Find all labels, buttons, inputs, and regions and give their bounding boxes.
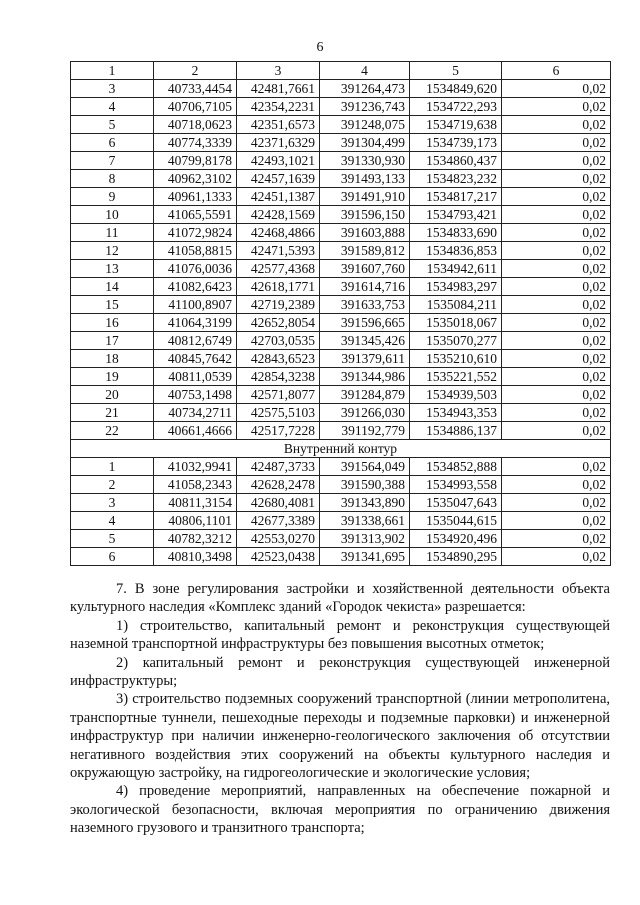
table-cell: 391330,930 <box>320 152 410 170</box>
table-cell: 391284,879 <box>320 386 410 404</box>
table-cell: 0,02 <box>502 350 611 368</box>
table-cell: 1535210,610 <box>410 350 502 368</box>
coordinates-table <box>70 61 611 566</box>
table-cell: 391590,388 <box>320 476 410 494</box>
section-title: Внутренний контур <box>71 440 611 458</box>
table-cell: 391192,779 <box>320 422 410 440</box>
table-cell: 40845,7642 <box>154 350 237 368</box>
table-cell: 391493,133 <box>320 170 410 188</box>
table-cell: 391304,499 <box>320 134 410 152</box>
table-cell: 391614,716 <box>320 278 410 296</box>
table-cell: 40810,3498 <box>154 548 237 566</box>
table-row <box>71 350 611 368</box>
table-cell: 0,02 <box>502 548 611 566</box>
table-cell: 0,02 <box>502 494 611 512</box>
table-cell: 1534920,496 <box>410 530 502 548</box>
table-cell: 42703,0535 <box>237 332 320 350</box>
table-row <box>71 494 611 512</box>
table-cell: 391633,753 <box>320 296 410 314</box>
table-cell: 1535070,277 <box>410 332 502 350</box>
table-cell: 42575,5103 <box>237 404 320 422</box>
table-cell: 12 <box>71 242 154 260</box>
table-cell: 0,02 <box>502 134 611 152</box>
table-cell: 391345,426 <box>320 332 410 350</box>
table-cell: 0,02 <box>502 188 611 206</box>
table-cell: 10 <box>71 206 154 224</box>
table-cell: 391266,030 <box>320 404 410 422</box>
table-row <box>71 386 611 404</box>
table-cell: 42618,1771 <box>237 278 320 296</box>
table-cell: 4 <box>320 62 410 80</box>
table-cell: 40733,4454 <box>154 80 237 98</box>
table-cell: 41058,2343 <box>154 476 237 494</box>
table-cell: 0,02 <box>502 512 611 530</box>
table-cell: 1534836,853 <box>410 242 502 260</box>
table-cell: 391589,812 <box>320 242 410 260</box>
table-cell: 391607,760 <box>320 260 410 278</box>
table-cell: 1534817,217 <box>410 188 502 206</box>
table-cell: 40753,1498 <box>154 386 237 404</box>
table-cell: 391248,075 <box>320 116 410 134</box>
table-cell: 8 <box>71 170 154 188</box>
table-cell: 0,02 <box>502 296 611 314</box>
table-cell: 40961,1333 <box>154 188 237 206</box>
table-cell: 1534942,611 <box>410 260 502 278</box>
table-cell: 1534849,620 <box>410 80 502 98</box>
table-cell: 7 <box>71 152 154 170</box>
table-row <box>71 314 611 332</box>
table-cell: 41076,0036 <box>154 260 237 278</box>
table-row <box>71 98 611 116</box>
table-cell: 3 <box>71 494 154 512</box>
paragraph: 7. В зоне регулирования застройки и хозяйственной деятельности объекта культурного наследия «Комплекс зданий «Городок чекиста» разрешается: <box>70 581 610 616</box>
table-cell: 41064,3199 <box>154 314 237 332</box>
table-cell: 391596,665 <box>320 314 410 332</box>
table-cell: 4 <box>71 512 154 530</box>
table-cell: 42493,1021 <box>237 152 320 170</box>
table-cell: 42571,8077 <box>237 386 320 404</box>
table-cell: 391236,743 <box>320 98 410 116</box>
table-cell: 1534852,888 <box>410 458 502 476</box>
section-row <box>71 440 611 458</box>
table-row <box>71 458 611 476</box>
table-row <box>71 476 611 494</box>
table-cell: 0,02 <box>502 80 611 98</box>
table-cell: 40799,8178 <box>154 152 237 170</box>
table-cell: 40661,4666 <box>154 422 237 440</box>
table-cell: 41058,8815 <box>154 242 237 260</box>
table-row <box>71 512 611 530</box>
table-cell: 391603,888 <box>320 224 410 242</box>
table-cell: 42487,3733 <box>237 458 320 476</box>
table-cell: 1534939,503 <box>410 386 502 404</box>
table-cell: 42517,7228 <box>237 422 320 440</box>
table-cell: 1534833,690 <box>410 224 502 242</box>
table-cell: 42577,4368 <box>237 260 320 278</box>
table-cell: 1534890,295 <box>410 548 502 566</box>
table-cell: 5 <box>71 530 154 548</box>
table-cell: 5 <box>410 62 502 80</box>
table-cell: 0,02 <box>502 278 611 296</box>
table-cell: 42371,6329 <box>237 134 320 152</box>
paragraph: 4) проведение мероприятий, направленных на обеспечение пожарной и экологической безопасности, включая мероприятия по ограничению движения наземного грузового и транзитного транспорта; <box>70 783 610 837</box>
table-cell: 41072,9824 <box>154 224 237 242</box>
table-cell: 1534993,558 <box>410 476 502 494</box>
table-cell: 40811,3154 <box>154 494 237 512</box>
table-cell: 0,02 <box>502 476 611 494</box>
table-cell: 42354,2231 <box>237 98 320 116</box>
table-cell: 1535084,211 <box>410 296 502 314</box>
table-cell: 42451,1387 <box>237 188 320 206</box>
table-cell: 0,02 <box>502 224 611 242</box>
paragraph: 2) капитальный ремонт и реконструкция существующей инженерной инфраструктуры; <box>70 654 610 690</box>
table-row <box>71 260 611 278</box>
table-cell: 14 <box>71 278 154 296</box>
table-cell: 6 <box>502 62 611 80</box>
table-cell: 2 <box>154 62 237 80</box>
table-cell: 391341,695 <box>320 548 410 566</box>
table-cell: 9 <box>71 188 154 206</box>
table-cell: 0,02 <box>502 314 611 332</box>
table-cell: 391379,611 <box>320 350 410 368</box>
table-cell: 1534860,437 <box>410 152 502 170</box>
table-cell: 42351,6573 <box>237 116 320 134</box>
table-cell: 41032,9941 <box>154 458 237 476</box>
table-cell: 0,02 <box>502 422 611 440</box>
table-cell: 6 <box>71 134 154 152</box>
table-cell: 41065,5591 <box>154 206 237 224</box>
table-cell: 1535018,067 <box>410 314 502 332</box>
table-cell: 1534719,638 <box>410 116 502 134</box>
table-cell: 3 <box>71 80 154 98</box>
table-cell: 391564,049 <box>320 458 410 476</box>
regulation-text <box>70 580 610 838</box>
table-cell: 1 <box>71 62 154 80</box>
table-cell: 21 <box>71 404 154 422</box>
table-cell: 40774,3339 <box>154 134 237 152</box>
table-cell: 42854,3238 <box>237 368 320 386</box>
table-cell: 41100,8907 <box>154 296 237 314</box>
table-cell: 0,02 <box>502 458 611 476</box>
table-cell: 42457,1639 <box>237 170 320 188</box>
table-row <box>71 188 611 206</box>
table-cell: 0,02 <box>502 98 611 116</box>
table-cell: 0,02 <box>502 152 611 170</box>
page-number: 6 <box>316 40 324 55</box>
table-cell: 16 <box>71 314 154 332</box>
table-row <box>71 530 611 548</box>
table-cell: 1 <box>71 458 154 476</box>
table-cell: 11 <box>71 224 154 242</box>
table-cell: 40806,1101 <box>154 512 237 530</box>
table-cell: 0,02 <box>502 404 611 422</box>
table-cell: 0,02 <box>502 332 611 350</box>
table-cell: 18 <box>71 350 154 368</box>
table-cell: 1534983,297 <box>410 278 502 296</box>
table-cell: 1534823,232 <box>410 170 502 188</box>
table-cell: 0,02 <box>502 206 611 224</box>
table-cell: 42628,2478 <box>237 476 320 494</box>
table-cell: 391491,910 <box>320 188 410 206</box>
table-cell: 42719,2389 <box>237 296 320 314</box>
table-cell: 42471,5393 <box>237 242 320 260</box>
table-cell: 17 <box>71 332 154 350</box>
table-cell: 13 <box>71 260 154 278</box>
table-cell: 5 <box>71 116 154 134</box>
table-row <box>71 134 611 152</box>
table-row <box>71 368 611 386</box>
paragraph: 1) строительство, капитальный ремонт и реконструкция существующей наземной транспортной инфраструктуры без повышения высотных отметок; <box>70 617 610 653</box>
table-cell: 0,02 <box>502 242 611 260</box>
table-cell: 1535221,552 <box>410 368 502 386</box>
table-cell: 2 <box>71 476 154 494</box>
table-cell: 391344,986 <box>320 368 410 386</box>
table-cell: 15 <box>71 296 154 314</box>
table-cell: 42652,8054 <box>237 314 320 332</box>
table-cell: 40962,3102 <box>154 170 237 188</box>
table-cell: 19 <box>71 368 154 386</box>
table-header-row <box>71 62 611 80</box>
table-cell: 22 <box>71 422 154 440</box>
table-cell: 40734,2711 <box>154 404 237 422</box>
table-cell: 0,02 <box>502 368 611 386</box>
table-cell: 1534722,293 <box>410 98 502 116</box>
table-row <box>71 332 611 350</box>
table-row <box>71 278 611 296</box>
table-cell: 42481,7661 <box>237 80 320 98</box>
table-row <box>71 206 611 224</box>
table-cell: 0,02 <box>502 116 611 134</box>
table-cell: 3 <box>237 62 320 80</box>
table-cell: 1534793,421 <box>410 206 502 224</box>
coordinates-table-body <box>71 62 611 566</box>
table-cell: 42523,0438 <box>237 548 320 566</box>
table-row <box>71 80 611 98</box>
table-cell: 41082,6423 <box>154 278 237 296</box>
table-cell: 1534943,353 <box>410 404 502 422</box>
table-cell: 42468,4866 <box>237 224 320 242</box>
table-cell: 391313,902 <box>320 530 410 548</box>
table-cell: 391338,661 <box>320 512 410 530</box>
table-cell: 42553,0270 <box>237 530 320 548</box>
table-cell: 40782,3212 <box>154 530 237 548</box>
table-cell: 6 <box>71 548 154 566</box>
table-cell: 20 <box>71 386 154 404</box>
table-row <box>71 242 611 260</box>
table-cell: 4 <box>71 98 154 116</box>
table-cell: 40811,0539 <box>154 368 237 386</box>
table-cell: 42677,3389 <box>237 512 320 530</box>
table-cell: 1535044,615 <box>410 512 502 530</box>
table-cell: 391264,473 <box>320 80 410 98</box>
table-row <box>71 152 611 170</box>
table-row <box>71 116 611 134</box>
table-cell: 0,02 <box>502 386 611 404</box>
table-cell: 1535047,643 <box>410 494 502 512</box>
table-cell: 0,02 <box>502 530 611 548</box>
table-row <box>71 548 611 566</box>
table-cell: 0,02 <box>502 170 611 188</box>
table-cell: 0,02 <box>502 260 611 278</box>
table-row <box>71 404 611 422</box>
table-cell: 40706,7105 <box>154 98 237 116</box>
table-cell: 42843,6523 <box>237 350 320 368</box>
table-row <box>71 224 611 242</box>
table-cell: 40812,6749 <box>154 332 237 350</box>
table-row <box>71 422 611 440</box>
table-cell: 42428,1569 <box>237 206 320 224</box>
table-cell: 1534739,173 <box>410 134 502 152</box>
table-row <box>71 170 611 188</box>
table-cell: 391596,150 <box>320 206 410 224</box>
paragraph: 3) строительство подземных сооружений транспортной (линии метрополитена, транспортные туннели, пешеходные переходы и подземные парковки) и инженерной инфраструктур при наличии инженерно-геологического заключения об отсутствии негативного воздействия этих сооружений на объекты культурного наследия и окружающую застройку, на гидрогеологические и экологические условия; <box>70 691 610 782</box>
table-row <box>71 296 611 314</box>
table-cell: 391343,890 <box>320 494 410 512</box>
table-cell: 40718,0623 <box>154 116 237 134</box>
table-cell: 42680,4081 <box>237 494 320 512</box>
table-cell: 1534886,137 <box>410 422 502 440</box>
